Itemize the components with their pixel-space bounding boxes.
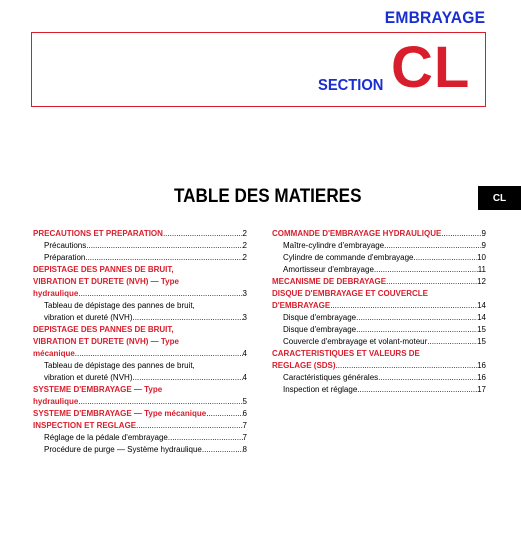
toc-page-number: 14 [477, 313, 486, 322]
toc-entry-text: Couvercle d'embrayage et volant-moteur [283, 337, 428, 346]
dot-leader [206, 408, 242, 420]
toc-entry-text: MECANISME DE DEBRAYAGE [272, 277, 387, 286]
toc-entry[interactable] [272, 276, 486, 288]
toc-entry-text: VIBRATION ET DURETE (NVH) — Type [33, 337, 179, 346]
toc-entry[interactable] [272, 336, 486, 348]
toc-entry[interactable] [33, 264, 247, 300]
toc-page-number: 11 [477, 265, 486, 274]
toc-entry-text: DEPISTAGE DES PANNES DE BRUIT, [33, 325, 174, 334]
toc-page-number: 10 [477, 253, 486, 262]
toc-page-number: 2 [242, 229, 247, 238]
toc-title: TABLE DES MATIERES [174, 186, 362, 207]
toc-entry[interactable] [33, 444, 247, 456]
toc-entry-text: hydraulique [33, 289, 79, 298]
toc-page-number: 4 [242, 349, 247, 358]
toc-entry-text: Préparation [44, 253, 86, 262]
toc-entry-text: COMMANDE D'EMBRAYAGE HYDRAULIQUE [272, 229, 442, 238]
toc-page-number: 15 [477, 325, 486, 334]
toc-page-number: 9 [481, 241, 486, 250]
dot-leader [336, 360, 478, 372]
toc-entry[interactable] [272, 384, 486, 396]
toc-entry[interactable] [272, 228, 486, 240]
toc-page-number: 7 [242, 421, 247, 430]
dot-leader [374, 264, 478, 276]
dot-leader [85, 252, 242, 264]
toc-entry-text: DEPISTAGE DES PANNES DE BRUIT, [33, 265, 174, 274]
toc-entry[interactable] [272, 324, 486, 336]
toc-page-number: 7 [242, 433, 247, 442]
dot-leader [330, 300, 477, 312]
toc-entry-text: mécanique [33, 349, 75, 358]
toc-entry-text: Disque d'embrayage [283, 313, 357, 322]
dot-leader [441, 228, 481, 240]
toc-entry[interactable] [272, 288, 486, 312]
toc-entry-text: VIBRATION ET DURETE (NVH) — Type [33, 277, 179, 286]
toc-entry[interactable] [33, 420, 247, 432]
section-label: SECTION [318, 77, 384, 94]
toc-entry[interactable] [272, 348, 486, 372]
toc-entry[interactable] [272, 312, 486, 324]
toc-entry-text: Disque d'embrayage [283, 325, 357, 334]
toc-entry[interactable] [33, 252, 247, 264]
dot-leader [163, 228, 243, 240]
toc-page-number: 2 [242, 253, 247, 262]
dot-leader [132, 312, 242, 324]
chapter-title: EMBRAYAGE [384, 8, 485, 27]
dot-leader [75, 348, 243, 360]
toc-entry[interactable] [33, 432, 247, 444]
section-code: CL [391, 35, 471, 100]
toc-entry-text: Maître-cylindre d'embrayage [283, 241, 385, 250]
dot-leader [132, 372, 242, 384]
dot-leader [357, 384, 477, 396]
toc-entry-text: D'EMBRAYAGE [272, 301, 331, 310]
toc-page-number: 17 [477, 385, 486, 394]
toc-entry[interactable] [33, 324, 247, 360]
dot-leader [78, 288, 242, 300]
toc-entry-text: SYSTEME D'EMBRAYAGE — Type mécanique [33, 409, 207, 418]
toc-entry[interactable] [272, 264, 486, 276]
toc-page-number: 3 [242, 313, 247, 322]
toc-page-number: 15 [477, 337, 486, 346]
toc-right-column [272, 228, 486, 396]
toc-entry-text: CARACTERISTIQUES ET VALEURS DE [272, 349, 420, 358]
dot-leader [136, 420, 242, 432]
toc-page-number: 5 [242, 397, 247, 406]
dot-leader [378, 372, 477, 384]
toc-entry-text: PRECAUTIONS ET PREPARATION [33, 229, 163, 238]
dot-leader [356, 324, 477, 336]
dot-leader [168, 432, 243, 444]
toc-entry[interactable] [33, 240, 247, 252]
toc-entry[interactable] [33, 408, 247, 420]
toc-entry-text: SYSTEME D'EMBRAYAGE — Type [33, 385, 163, 394]
toc-page-number: 4 [242, 373, 247, 382]
toc-entry[interactable] [33, 384, 247, 408]
toc-left-column [33, 228, 247, 456]
toc-page-number: 12 [477, 277, 486, 286]
toc-entry-text: vibration et dureté (NVH) [44, 373, 133, 382]
toc-entry-text: Caractéristiques générales [283, 373, 379, 382]
toc-entry-text: Cylindre de commande d'embrayage [283, 253, 414, 262]
dot-leader [427, 336, 477, 348]
toc-entry-text: vibration et dureté (NVH) [44, 313, 133, 322]
toc-entry[interactable] [33, 300, 247, 324]
toc-entry-text: REGLAGE (SDS) [272, 361, 336, 370]
toc-entry[interactable] [272, 252, 486, 264]
toc-page-number: 6 [242, 409, 247, 418]
dot-leader [384, 240, 481, 252]
toc-entry[interactable] [272, 240, 486, 252]
toc-entry-text: Amortisseur d'embrayage [283, 265, 374, 274]
toc-entry-text: Inspection et réglage [283, 385, 358, 394]
dot-leader [386, 276, 477, 288]
toc-entry-text: Tableau de dépistage des pannes de bruit, [44, 301, 195, 310]
toc-entry[interactable] [33, 360, 247, 384]
toc-page-number: 8 [242, 445, 247, 454]
toc-page-number: 16 [477, 373, 486, 382]
toc-entry-text: DISQUE D'EMBRAYAGE ET COUVERCLE [272, 289, 429, 298]
dot-leader [78, 396, 242, 408]
dot-leader [356, 312, 477, 324]
toc-entry[interactable] [33, 228, 247, 240]
toc-entry[interactable] [272, 372, 486, 384]
toc-entry-text: Tableau de dépistage des pannes de bruit, [44, 361, 195, 370]
toc-entry-text: hydraulique [33, 397, 79, 406]
dot-leader [413, 252, 477, 264]
toc-entry-text: Procédure de purge — Système hydraulique [44, 445, 202, 454]
dot-leader [86, 240, 242, 252]
toc-page-number: 3 [242, 289, 247, 298]
toc-entry-text: Précautions [44, 241, 87, 250]
toc-page-number: 16 [477, 361, 486, 370]
toc-page-number: 14 [477, 301, 486, 310]
section-tab[interactable]: CL [478, 186, 521, 210]
toc-entry-text: Réglage de la pédale d'embrayage [44, 433, 168, 442]
dot-leader [202, 444, 243, 456]
toc-entry-text: INSPECTION ET REGLAGE [33, 421, 137, 430]
toc-page-number: 9 [481, 229, 486, 238]
toc-page-number: 2 [242, 241, 247, 250]
